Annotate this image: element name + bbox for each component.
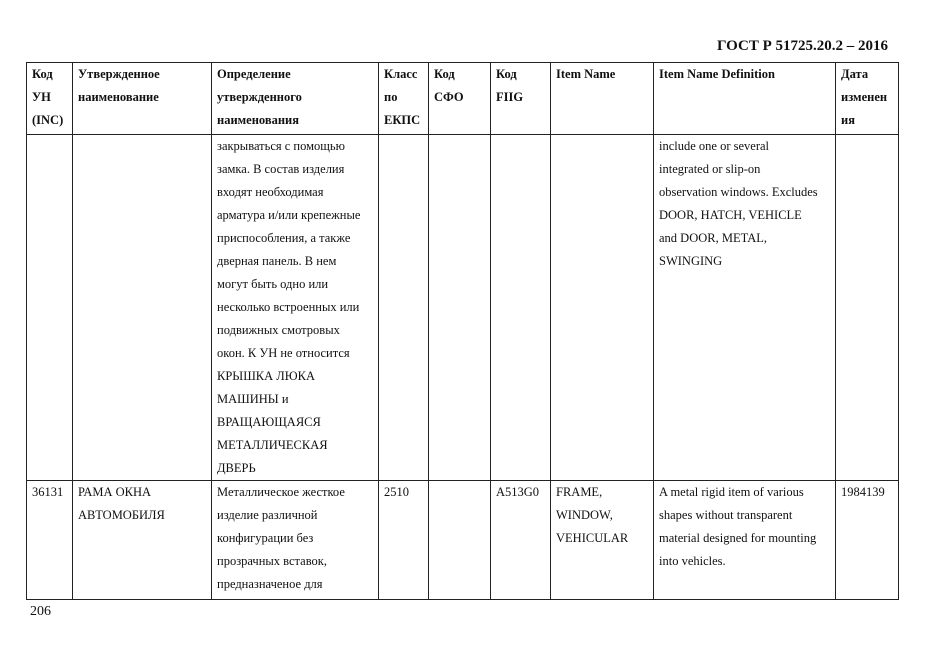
catalog-table [26, 62, 899, 600]
cell-text: 36131 [32, 485, 64, 499]
table-header-row [27, 63, 899, 135]
cell-text-line: integrated or slip-on [659, 162, 761, 176]
column-header-date: Дата изменен ия [836, 63, 899, 135]
cell-text-line: material designed for mounting [659, 531, 817, 545]
table-row [27, 481, 899, 600]
cell-text: 2510 [384, 485, 409, 499]
cell-text-line: WINDOW, [556, 508, 613, 522]
approved-name-cell [73, 135, 212, 481]
cell-text-line: shapes without transparent [659, 508, 793, 522]
cell-text-line: окон. К УН не относится [217, 346, 350, 360]
cell-text-line: дверная панель. В нем [217, 254, 337, 268]
cell-text-line: закрываться с помощью [217, 139, 345, 153]
cell-text-line: несколько встроенных или [217, 300, 360, 314]
cell-text-line: арматура и/или крепежные [217, 208, 361, 222]
column-header-fiig: Код FIIG [491, 63, 551, 135]
cell-text-line: МАШИНЫ и [217, 392, 289, 406]
cell-text-line: конфигурации без [217, 531, 314, 545]
cell-text-line: могут быть одно или [217, 277, 329, 291]
cell-text-line: прозрачных вставок, [217, 554, 327, 568]
class-cell [379, 481, 429, 600]
sfo-cell [429, 135, 491, 481]
column-header-item-name-definition: Item Name Definition [654, 63, 836, 135]
cell-text-line: ВРАЩАЮЩАЯСЯ [217, 415, 321, 429]
column-header-definition: Определение утвержденного наименования [212, 63, 379, 135]
cell-text: 1984139 [841, 485, 885, 499]
cell-text-line: АВТОМОБИЛЯ [78, 508, 165, 522]
class-cell [379, 135, 429, 481]
cell-text-line: ДВЕРЬ [217, 461, 256, 475]
cell-text-line: VEHICULAR [556, 531, 629, 545]
column-header-inc: Код УН (INC) [27, 63, 73, 135]
item-name-cell [551, 135, 654, 481]
approved-name-cell [73, 481, 212, 600]
inc-cell [27, 135, 73, 481]
cell-text-line: предназначеное для [217, 577, 323, 591]
cell-text-line: приспособления, а также [217, 231, 351, 245]
column-header-sfo: Код СФО [429, 63, 491, 135]
table-row [27, 135, 899, 481]
cell-text-line: подвижных смотровых [217, 323, 340, 337]
cell-text-line: include one or several [659, 139, 770, 153]
sfo-cell [429, 481, 491, 600]
column-header-approved-name: Утвержденное наименование [73, 63, 212, 135]
item-name-cell [551, 481, 654, 600]
inc-cell [27, 481, 73, 600]
definition-cell [212, 135, 379, 481]
cell-text-line: изделие различной [217, 508, 318, 522]
cell-text-line: DOOR, HATCH, VEHICLE [659, 208, 802, 222]
item-name-definition-cell [654, 135, 836, 481]
definition-cell [212, 481, 379, 600]
date-cell [836, 481, 899, 600]
date-cell [836, 135, 899, 481]
cell-text-line: SWINGING [659, 254, 723, 268]
column-header-class: Класс по ЕКПС [379, 63, 429, 135]
page-number: 206 [30, 604, 51, 619]
cell-text-line: МЕТАЛЛИЧЕСКАЯ [217, 438, 328, 452]
cell-text-line: КРЫШКА ЛЮКА [217, 369, 315, 383]
document-header: ГОСТ Р 51725.20.2 – 2016 [716, 38, 888, 54]
cell-text-line: РАМА ОКНА [78, 485, 152, 499]
cell-text-line: and DOOR, METAL, [659, 231, 768, 245]
cell-text-line: FRAME, [556, 485, 603, 499]
cell-text-line: A metal rigid item of various [659, 485, 804, 499]
cell-text: A513G0 [496, 485, 540, 499]
cell-text-line: входят необходимая [217, 185, 324, 199]
cell-text-line: Металлическое жесткое [217, 485, 345, 499]
cell-text-line: замка. В состав изделия [217, 162, 345, 176]
fiig-cell [491, 135, 551, 481]
fiig-cell [491, 481, 551, 600]
item-name-definition-cell [654, 481, 836, 600]
cell-text-line: into vehicles. [659, 554, 726, 568]
column-header-item-name: Item Name [551, 63, 654, 135]
cell-text-line: observation windows. Excludes [659, 185, 818, 199]
